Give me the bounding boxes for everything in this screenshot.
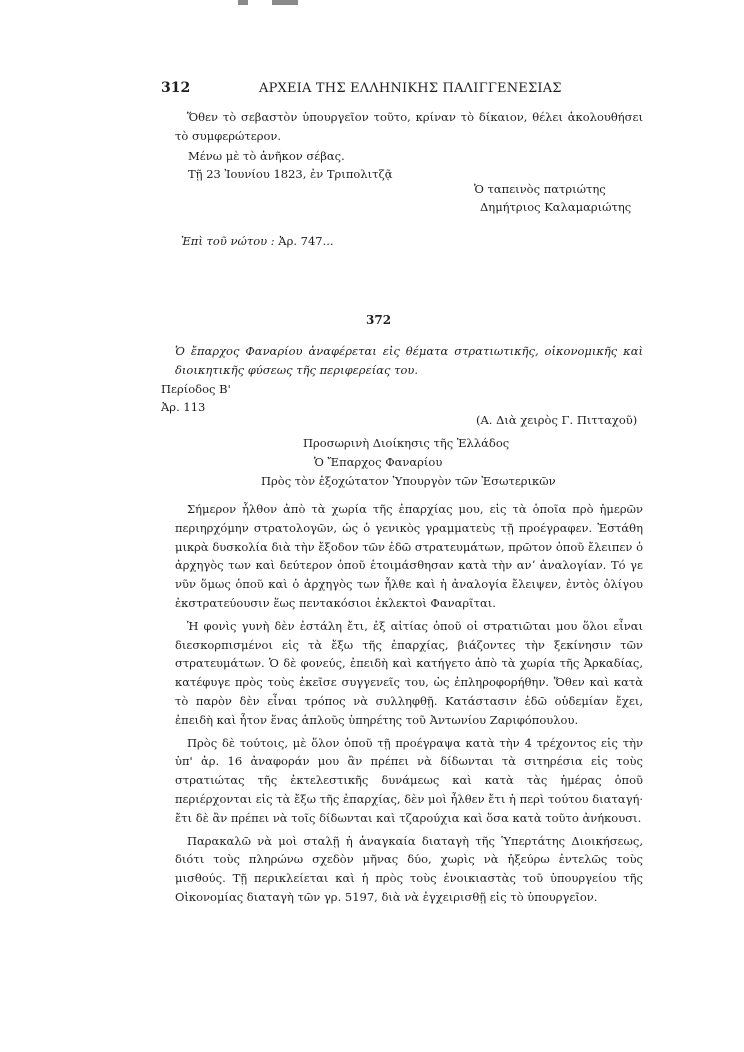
- period: Περίοδος Β': [161, 382, 231, 396]
- signature-line-1: Ὁ ταπεινὸς πατριώτης: [474, 182, 606, 196]
- document-number: 372: [366, 313, 392, 327]
- closing-paragraph: Ὅθεν τὸ σεβαστὸν ὑπουργεῖον τοῦτο, κρίναν τὸ δίκαιον, θέλει ἀκολουθήσει τὸ συμφερώτερον.: [175, 110, 643, 143]
- heading-line-2: Ὁ Ἔπαρχος Φαναρίου: [314, 455, 443, 469]
- body-paragraph-2: Ἡ φονὶς γυνὴ δὲν ἐστάλη ἔτι, ἐξ αἰτίας ὁποῦ οἱ στρατιῶται μου ὅλοι εἶναι διεσκορπισμένοι εἰς τὰ ἔξω τῆς ἐπαρχίας, βιάζοντες τὴν ξεκίνησιν τῶν στρατευμάτων. Ὁ δὲ φονεύς, ἐπειδὴ καὶ κατήγετο ἀπὸ τὰ χωρία τῆς Ἀρκαδίας, κατέφυγε πρὸς τοὺς ἐκεῖσε συγγενεῖς του, ὡς ἐπληροφορήθην. Ὅθεν καὶ κατὰ τὸ παρὸν δὲν εἶναι τρόπος νὰ συλληφθῇ. Κατάστασιν ἐδῶ οὐδεμίαν ἔχει, ἐπειδὴ καὶ ἦτον ἕνας ἁπλοῦς ὑπηρέτης τοῦ Ἀντωνίου Ζαριφόπουλου.: [175, 618, 643, 727]
- reference-number: Ἀρ. 113: [161, 400, 206, 414]
- running-title: ΑΡΧΕΙΑ ΤΗΣ ΕΛΛΗΝΙΚΗΣ ΠΑΛΙΓΓΕΝΕΣΙΑΣ: [259, 81, 562, 96]
- signature-line-2: Δημήτριος Καλαμαριώτης: [480, 200, 632, 214]
- date-place: Τῇ 23 Ἰουνίου 1823, ἐν Τριπολιτζᾷ: [188, 167, 393, 181]
- document-summary: Ὁ ἔπαρχος Φαναρίου ἀναφέρεται εἰς θέματα στρατιωτικῆς, οἰκονομικῆς καὶ διοικητικῆς φύσεως τῆς περιφερείας του.: [175, 344, 643, 377]
- page-number: 312: [161, 80, 191, 96]
- verso-note-label: Ἐπὶ τοῦ νώτου :: [181, 234, 275, 248]
- verso-note-value: Ἀρ. 747...: [278, 234, 334, 248]
- heading-line-3: Πρὸς τὸν ἐξοχώτατον Ὑπουργὸν τῶν Ἐσωτερικῶν: [261, 474, 556, 488]
- hand-note: (Α. Διὰ χειρὸς Γ. Πιτταχοῦ): [476, 413, 638, 427]
- body-paragraph-1: Σήμερον ἦλθον ἀπὸ τὰ χωρία τῆς ἐπαρχίας μου, εἰς τὰ ὁποῖα πρὸ ἡμερῶν περιηρχόμην στρατολογῶν, ὡς ὁ γενικὸς γραμματεὺς τῇ προέγραφεν. Ἐστάθη μικρὰ δυσκολία διὰ τὴν ἔξοδον τῶν ἐδῶ στρατευμάτων, πρῶτον ὁποῦ ἔλειπεν ὁ ἀρχηγὸς των καὶ δεύτερον ὁποῦ ἑτοιμάσθησαν κατὰ τὴν ανʼ ἀναλογίαν. Τό γε νῦν ὅμως ὁποῦ καὶ ὁ ἀρχηγὸς των ἦλθε καὶ ἡ ἀναλογία ἔλειψεν, ἐντὸς ὀλίγου ἐκστρατεύουσιν ἕως πεντακόσιοι ἐκλεκτοὶ Φαναρῖται.: [175, 502, 643, 610]
- previous-document-closing: [175, 108, 643, 146]
- body-paragraph-4: Παρακαλῶ νὰ μοὶ σταλῇ ἡ ἀναγκαία διαταγὴ τῆς Ὑπερτάτης Διοικήσεως, διότι τοὺς πληρώνω σχεδὸν μῆνας δύο, χωρὶς νὰ ἠξεύρω ἐντελῶς τοὺς μισθούς. Τῇ περικλείεται καὶ ἡ πρὸς τοὺς ἐνοικιαστὰς τοῦ ὑπουργείου τῆς Οἰκονομίας διαταγὴ τῶν γρ. 5197, διὰ νὰ ἐγχειρισθῇ εἰς τὸ ὑπουργεῖον.: [175, 833, 643, 904]
- document-body: [175, 500, 643, 911]
- scan-artifact: [238, 0, 298, 6]
- heading-line-1: Προσωρινὴ Διοίκησις τῆς Ἑλλάδος: [303, 436, 510, 450]
- closing-formula: Μένω μὲ τὸ ἀνῆκον σέβας.: [188, 149, 345, 163]
- verso-note: [181, 234, 334, 248]
- body-paragraph-3: Πρὸς δὲ τούτοις, μὲ ὅλον ὁποῦ τῇ προέγραψα κατὰ τὴν 4 τρέχοντος εἰς τὴν ὑπ' ἀρ. 16 ἀναφοράν μου ἂν πρέπει νὰ δίδωνται τὰ σιτηρέσια εἰς τοὺς στρατιώτας τῆς ἐκτελεστικῆς δυνάμεως καὶ κατὰ τὰς ἡμέρας ὁποῦ περιέρχονται εἰς τὰ ἔξω τῆς ἐπαρχίας, δὲν μοὶ ἦλθεν ἔτι ἡ περὶ τούτου διαταγή· ἔτι δὲ ἂν πρέπει νὰ τοῖς δίδωνται καὶ τζαρούχια καὶ ὅσα κατὰ τοῦτο ἀνήκουσι.: [175, 735, 643, 825]
